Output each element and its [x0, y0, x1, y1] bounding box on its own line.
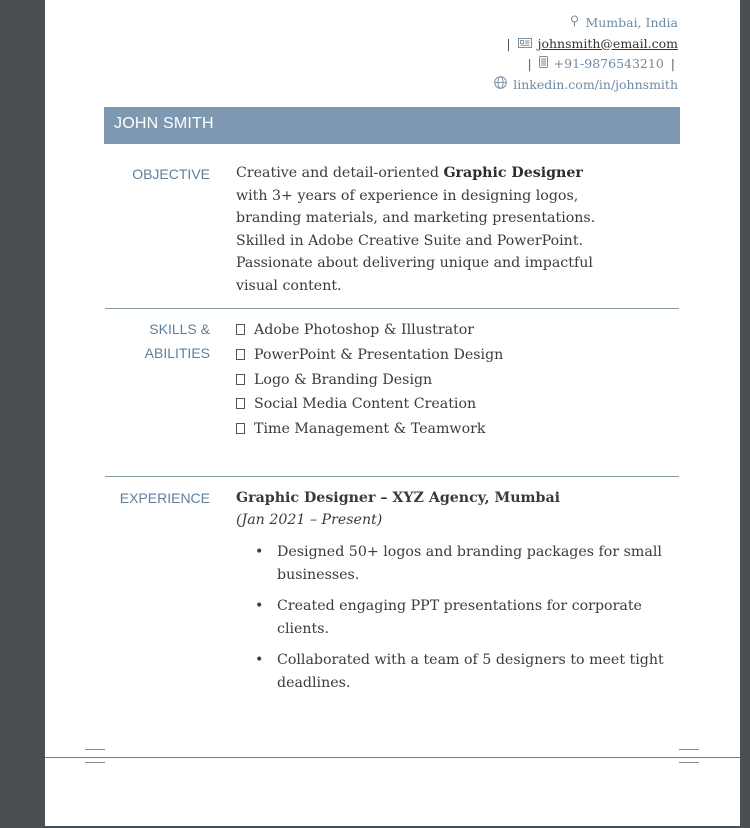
bullet-box-icon	[236, 349, 245, 360]
skill-text: PowerPoint & Presentation Design	[254, 346, 504, 363]
job-bullet: • Designed 50+ logos and branding packages for small businesses.	[255, 541, 665, 586]
separator: |	[527, 56, 532, 71]
skill-item	[236, 318, 503, 343]
objective-label: OBJECTIVE	[132, 166, 210, 182]
contact-linkedin[interactable]: linkedin.com/in/johnsmith	[513, 76, 678, 92]
candidate-name: JOHN SMITH	[114, 115, 214, 132]
bullet-box-icon	[236, 374, 245, 385]
left-workspace-gutter	[0, 0, 45, 828]
separator: |	[506, 35, 511, 51]
skill-item	[236, 368, 503, 393]
skills-label-line-2: ABILITIES	[144, 345, 210, 361]
skill-item	[236, 392, 503, 417]
location-pin-icon	[570, 13, 579, 34]
section-divider	[105, 308, 679, 309]
skill-text: Logo & Branding Design	[254, 371, 433, 388]
skills-label	[145, 317, 210, 365]
contact-phone: +91-9876543210	[553, 56, 664, 71]
contact-email-line	[494, 34, 678, 55]
bullet-box-icon	[236, 398, 245, 409]
job-bullet-list	[255, 541, 665, 703]
email-link[interactable]: johnsmith@email.com	[537, 35, 678, 51]
contact-linkedin-line	[494, 75, 678, 96]
job-title: Graphic Designer – XYZ Agency, Mumbai	[236, 490, 561, 506]
job-dates: (Jan 2021 – Present)	[236, 512, 383, 528]
objective-role-highlight: Graphic Designer	[443, 165, 583, 181]
bullet-box-icon	[236, 423, 245, 434]
separator: |	[670, 56, 675, 71]
skill-text: Adobe Photoshop & Illustrator	[254, 322, 475, 338]
globe-icon	[494, 75, 507, 96]
name-header-bar	[104, 107, 680, 144]
skills-label-line-1: SKILLS &	[149, 321, 210, 337]
contact-location: Mumbai, India	[585, 15, 678, 30]
page-footer-boundary	[45, 757, 740, 758]
document-page[interactable]	[45, 0, 740, 826]
right-workspace-gutter	[740, 0, 750, 828]
objective-text-end: with 3+ years of experience in designing logos, branding materials, and marketing presentations. Skilled in Adobe Creative Suite and PowerPoint. Passionate about delivering unique and impactful visual content.	[236, 187, 596, 294]
objective-text-start: Creative and detail-oriented	[236, 165, 444, 181]
objective-text	[236, 162, 601, 297]
job-bullet: • Collaborated with a team of 5 designers to meet tight deadlines.	[255, 649, 665, 694]
skill-item	[236, 417, 503, 442]
email-icon	[518, 34, 532, 55]
skill-text: Social Media Content Creation	[254, 396, 477, 413]
contact-phone-line	[494, 54, 678, 75]
bullet-box-icon	[236, 324, 245, 335]
section-divider	[105, 476, 679, 477]
phone-icon	[539, 54, 548, 75]
contact-location-line	[494, 13, 678, 34]
skills-list	[236, 318, 503, 442]
skill-text: Time Management & Teamwork	[254, 421, 486, 438]
footer-crop-mark-right	[679, 749, 699, 763]
contact-block	[494, 13, 678, 95]
job-bullet: • Created engaging PPT presentations for corporate clients.	[255, 595, 665, 640]
skill-item	[236, 343, 503, 368]
footer-crop-mark-left	[85, 749, 105, 763]
experience-label: EXPERIENCE	[119, 490, 210, 506]
